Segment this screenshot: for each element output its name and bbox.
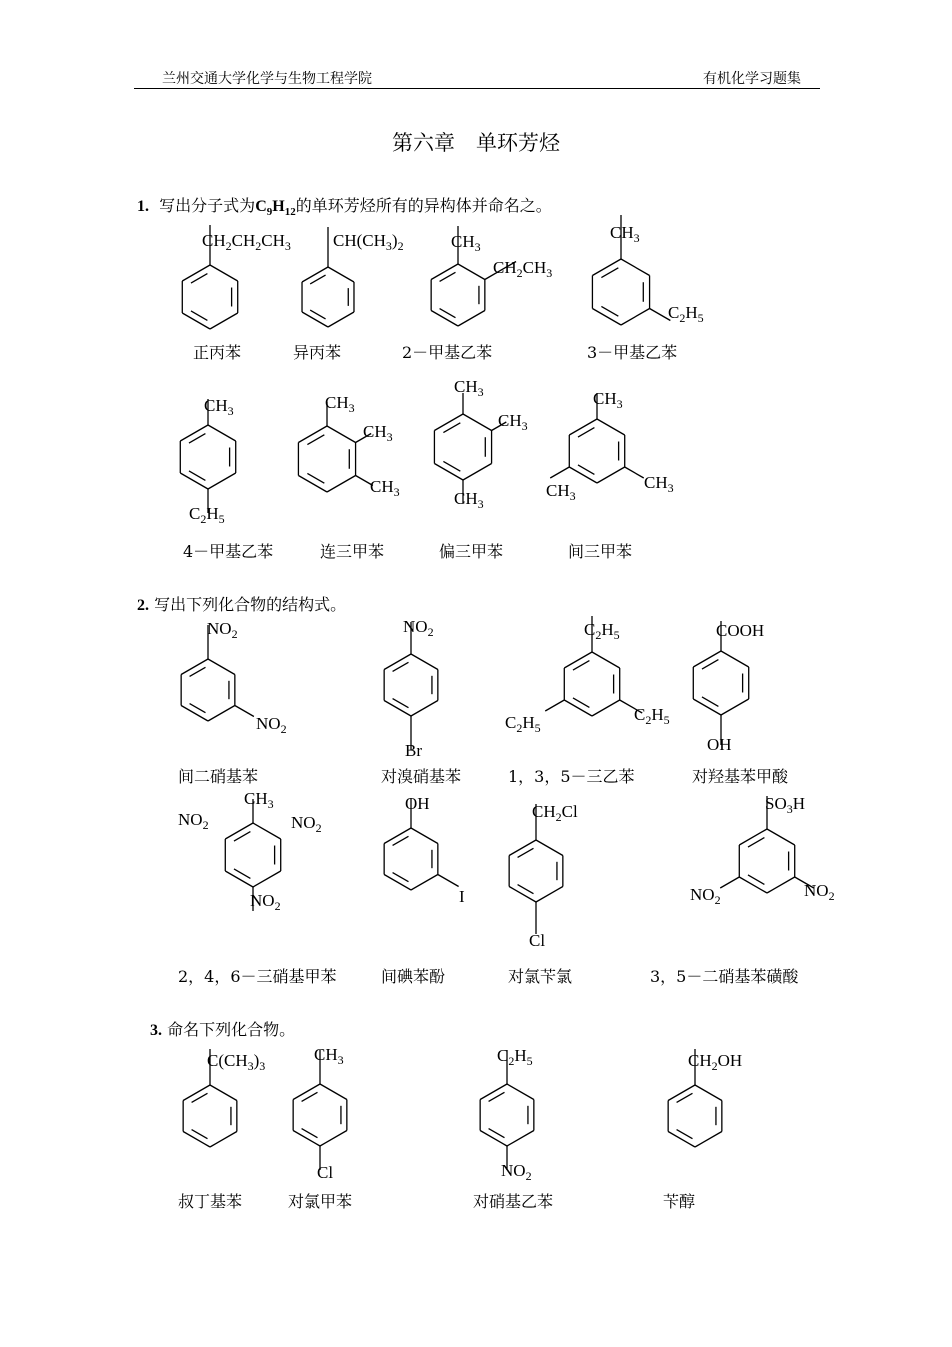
q2-c-sub2: $C_2H_5$ [505,713,541,735]
bond-92 [181,706,208,722]
q1-e-sub2: $C_2H_5$ [189,504,225,526]
bond-20 [458,264,485,280]
bond-42 [208,425,236,441]
bond-33 [621,309,650,326]
bond-80 [569,467,597,483]
bond-23 [431,311,458,327]
q1-c-sub1: $CH_3$ [451,232,481,254]
bond-184 [183,1085,210,1101]
bond-2 [210,313,238,329]
q1-h-sub3: $CH_3$ [644,473,674,495]
q2-b-sub1: $NO_2$ [403,617,434,639]
q3-name-3: 对硝基乙苯 [473,1192,554,1211]
question-1-text-a: 写出分子式为 [159,196,256,215]
q2-name-8: 3，5－二硝基苯磺酸 [650,967,799,986]
bond-10 [328,267,354,282]
bond-169 [767,877,795,893]
bond-22 [458,311,485,327]
q3-name-4: 苄醇 [663,1192,696,1211]
q2-e-sub3: $NO_2$ [291,813,322,835]
q2-h-sub2: $NO_2$ [690,885,721,907]
question-3-number: 3. [150,1022,162,1039]
bond-126 [693,699,721,715]
q3-d-sub: $CH_2OH$ [688,1051,743,1073]
q1-f-sub2: $CH_3$ [363,422,393,444]
bond-89 [208,659,235,675]
bond-139 [225,823,253,839]
q2-name-1: 间二硝基苯 [178,767,259,786]
bond-161 [509,840,536,856]
q2-a-sub1: $NO_2$ [207,619,238,641]
bond-12 [328,312,354,327]
q2-name-7: 对氯苄氯 [508,967,573,986]
bond-102 [411,701,438,717]
bond-123 [721,651,749,667]
bond-214 [668,1132,695,1148]
bond-47 [180,425,208,441]
q1-a-substituent: $CH_2CH_2CH_3$ [202,231,291,253]
bond-88 [550,467,569,478]
bond-44 [208,473,236,489]
bond-216 [668,1085,695,1101]
q2-f-sub1: OH [405,794,430,813]
question-1-number: 1. [137,198,149,215]
bond-181 [210,1132,237,1148]
q1-name-4: 3－甲基乙苯 [587,343,678,362]
bond-53 [327,426,356,443]
q1-name-8: 间三甲苯 [568,542,633,561]
bond-122 [545,700,564,711]
bond-113 [592,700,620,716]
bond-82 [569,419,597,435]
question-2-number: 2. [137,597,149,614]
q2-e-sub1: $CH_3$ [244,789,274,811]
bond-68 [434,464,463,481]
bond-158 [536,887,563,903]
bond-45 [180,473,208,489]
q3-b-sub2: Cl [317,1163,334,1182]
bond-94 [181,659,208,675]
bond-0 [210,265,238,281]
q1-name-1: 正丙苯 [193,343,242,362]
bond-205 [480,1084,507,1100]
bond-156 [536,840,563,856]
q2-name-4: 对羟基苯甲酸 [692,767,789,786]
bond-167 [767,829,795,845]
q2-name-2: 对溴硝基苯 [381,767,462,786]
q1-f-sub1: $CH_3$ [325,393,355,415]
bond-194 [293,1084,320,1100]
q1-c-sub2: $CH_2CH_3$ [493,258,553,280]
header-right: 有机化学习题集 [703,71,801,87]
bond-192 [293,1131,320,1147]
bond-3 [182,313,210,329]
bond-55 [327,476,356,493]
bond-111 [592,652,620,668]
bond-25 [431,264,458,280]
bond-203 [480,1131,507,1147]
bond-5 [182,265,210,281]
question-3-text: 命名下列化合物。 [167,1020,296,1039]
q2-name-6: 间碘苯酚 [381,967,446,986]
bond-170 [739,877,767,893]
bond-31 [621,259,650,276]
bond-91 [208,706,235,722]
q1-name-7: 偏三甲苯 [439,542,504,561]
q2-e-sub4: $NO_2$ [250,891,281,913]
bond-172 [739,829,767,845]
q3-name-1: 叔丁基苯 [178,1192,243,1211]
q3-c-sub1: $C_2H_5$ [497,1046,533,1068]
bond-105 [384,654,411,670]
q1-name-5: 4－甲基乙苯 [183,542,274,561]
bond-100 [411,654,438,670]
bond-56 [298,476,327,493]
q2-e-sub2: $NO_2$ [178,810,209,832]
q3-c-sub2: $NO_2$ [501,1161,532,1183]
q2-h-sub1: $SO_3H$ [765,794,806,816]
bond-148 [384,875,411,891]
bond-15 [302,267,328,282]
bond-77 [597,419,625,435]
q1-name-3: 2－甲基乙苯 [402,343,493,362]
bond-182 [183,1132,210,1148]
q2-d-sub2: OH [707,735,732,754]
bond-67 [463,464,492,481]
q2-d-sub1: COOH [716,621,765,640]
bond-87 [625,467,644,478]
q2-h-sub3: $NO_2$ [804,881,835,903]
q2-c-sub3: $C_2H_5$ [634,705,670,727]
bond-125 [721,699,749,715]
bond-114 [564,700,592,716]
bond-137 [225,871,253,887]
bond-34 [592,309,621,326]
question-1-formula: $C_9H_{12}$ [255,198,296,219]
q1-g-sub2: $CH_3$ [498,411,528,433]
header-left: 兰州交通大学化学与生物工程学院 [162,71,372,87]
bond-lines [180,215,813,1170]
q2-c-sub1: $C_2H_5$ [584,620,620,642]
bond-103 [384,701,411,717]
q1-h-sub2: $CH_3$ [546,481,576,503]
q1-name-2: 异丙苯 [293,343,342,362]
q3-name-2: 对氯甲苯 [288,1192,353,1211]
bond-179 [210,1085,237,1101]
bond-178 [720,877,739,888]
bond-159 [509,887,536,903]
bond-155 [438,875,459,887]
q2-name-3: 1，3，5－三乙苯 [508,767,635,786]
bond-13 [302,312,328,327]
bond-70 [434,414,463,431]
q1-g-sub3: $CH_3$ [454,489,484,511]
q1-h-sub1: $CH_3$ [593,389,623,411]
q2-f-sub2: I [459,887,465,906]
bond-200 [507,1084,534,1100]
q1-d-sub2: $C_2H_5$ [668,303,704,325]
bond-189 [320,1084,347,1100]
bond-128 [693,651,721,667]
q1-name-6: 连三甲苯 [320,542,385,561]
q1-g-sub1: $CH_3$ [454,377,484,399]
bond-147 [411,875,438,891]
chapter-title: 第六章 单环芳烃 [392,131,560,155]
q3-b-sub1: $CH_3$ [314,1045,344,1067]
q2-g-sub1: $CH_2Cl$ [532,802,578,824]
q2-name-5: 2，4，6－三硝基甲苯 [178,967,337,986]
q1-b-substituent: $CH(CH_3)_2$ [333,231,404,253]
bond-79 [597,467,625,483]
bond-202 [507,1131,534,1147]
question-2-text: 写出下列化合物的结构式。 [154,595,347,614]
bond-191 [320,1131,347,1147]
bond-99 [235,706,254,717]
bond-116 [564,652,592,668]
bond-134 [253,823,281,839]
question-1-text-b: 的单环芳烃所有的异构体并命名之。 [295,196,552,215]
q2-b-sub2: Br [405,741,422,760]
bond-213 [695,1132,722,1148]
q1-e-sub1: $CH_3$ [204,396,234,418]
bond-211 [695,1085,722,1101]
q1-f-sub3: $CH_3$ [370,477,400,499]
bond-36 [592,259,621,276]
q2-g-sub2: Cl [529,931,546,950]
bond-136 [253,871,281,887]
q2-a-sub2: $NO_2$ [256,714,287,736]
bond-65 [463,414,492,431]
bond-58 [298,426,327,443]
bond-145 [411,828,438,844]
q3-a-sub: $C(CH_3)_3$ [207,1051,266,1073]
bond-150 [384,828,411,844]
q1-d-sub1: $CH_3$ [610,223,640,245]
